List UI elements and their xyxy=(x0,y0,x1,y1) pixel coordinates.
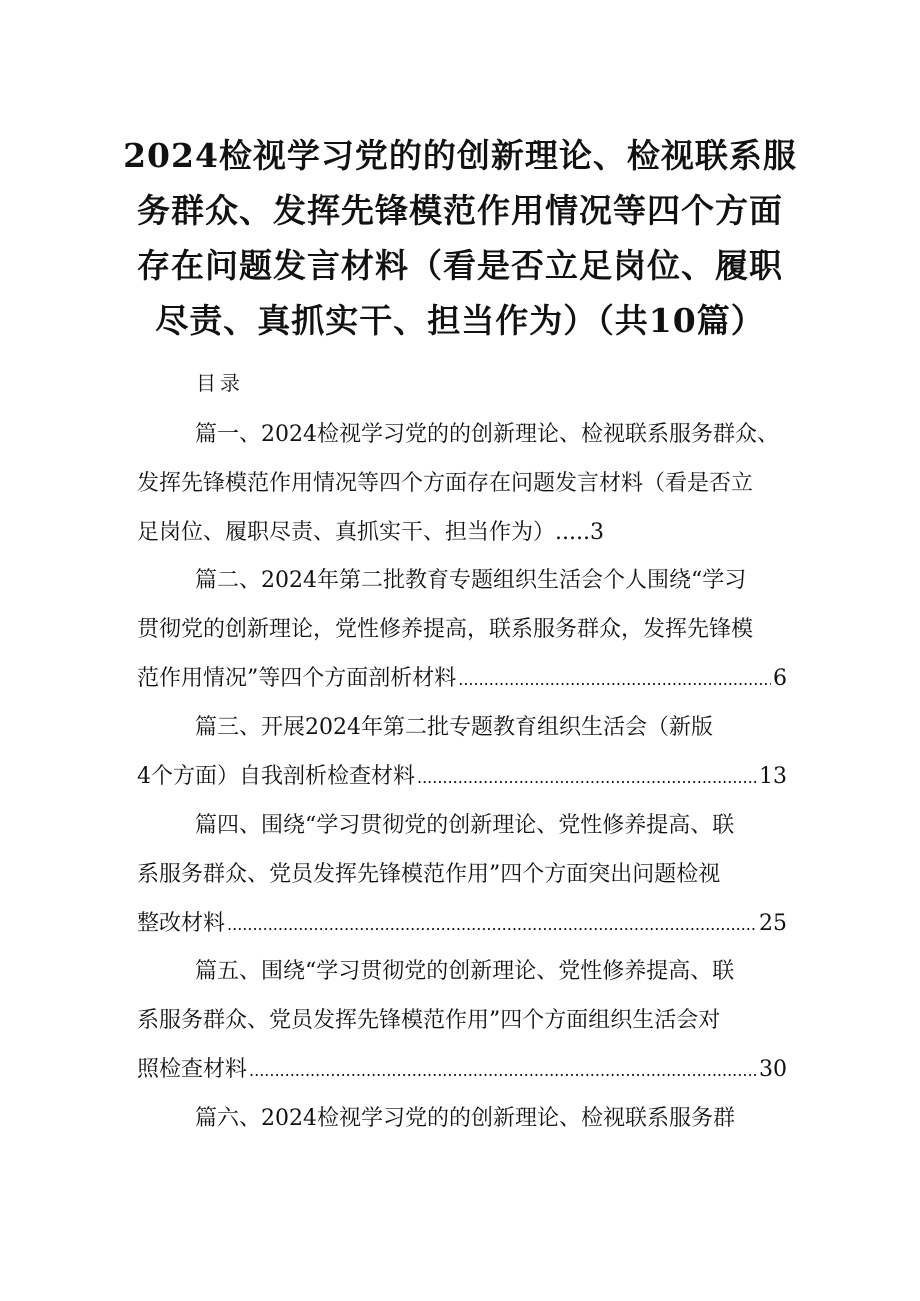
toc-entry-last-line xyxy=(137,899,787,949)
dot-leader xyxy=(249,1046,757,1095)
toc-entry-line: 系服务群众、党员发挥先锋模范作用”四个方面突出问题检视 xyxy=(137,862,721,887)
toc-entry-line: 篇三、开展2024年第二批专题教育组织生活会（新版 xyxy=(195,715,713,740)
toc-entry-6[interactable] xyxy=(137,1094,787,1143)
toc-entry-line: 篇一、2024检视学习党的的创新理论、检视联系服务群众、 xyxy=(195,422,779,447)
toc-entry-line: 照检查材料 xyxy=(137,1057,248,1082)
toc-entry-line: 篇二、2024年第二批教育专题组织生活会个人围绕“学习 xyxy=(195,568,747,593)
toc-entry-4[interactable] xyxy=(137,801,787,949)
dot-leader xyxy=(458,655,771,704)
toc-entry-line: 整改材料 xyxy=(137,911,226,936)
toc-entry-line: 篇六、2024检视学习党的的创新理论、检视联系服务群 xyxy=(195,1106,735,1131)
toc-page-number: 25 xyxy=(759,911,787,936)
toc-entry-line: 4个方面）自我剖析检查材料 xyxy=(137,764,415,789)
toc-entry-3[interactable] xyxy=(137,703,787,802)
toc-page-number: 13 xyxy=(759,764,787,789)
toc-entry-line: 发挥先锋模范作用情况等四个方面存在问题发言材料（看是否立 xyxy=(137,471,754,496)
toc-entry-5[interactable] xyxy=(137,947,787,1095)
title-line: 存在问题发言材料（看是否立足岗位、履职 xyxy=(137,246,783,285)
toc-entry-line: 范作用情况”等四个方面剖析材料 xyxy=(137,666,457,691)
toc-entry-line: 篇四、围绕“学习贯彻党的创新理论、党性修养提高、联 xyxy=(195,813,735,838)
toc-entry-last-line xyxy=(137,1045,787,1095)
dot-leader xyxy=(417,753,757,802)
dot-leader xyxy=(227,900,757,949)
toc-entry-2[interactable] xyxy=(137,556,787,704)
toc-entry-line: 足岗位、履职尽责、真抓实干、担当作为）.....3 xyxy=(137,520,604,545)
toc-heading: 目录 xyxy=(196,371,244,395)
toc-page-number: 30 xyxy=(759,1057,787,1082)
title-line: 2024检视学习党的的创新理论、检视联系服 xyxy=(123,136,797,175)
title-line: 尽责、真抓实干、担当作为）（共10篇） xyxy=(155,301,765,340)
toc-page-number: 6 xyxy=(773,666,787,691)
toc-entry-line: 贯彻党的创新理论，党性修养提高，联系服务群众，发挥先锋模 xyxy=(137,617,754,642)
toc-entry-last-line xyxy=(137,654,787,704)
document-title xyxy=(100,128,820,348)
title-line: 务群众、发挥先锋模范作用情况等四个方面 xyxy=(137,191,783,230)
toc-entry-last-line xyxy=(137,752,787,802)
toc-entry-1[interactable] xyxy=(137,410,787,557)
toc-entry-line: 系服务群众、党员发挥先锋模范作用”四个方面组织生活会对 xyxy=(137,1008,721,1033)
toc-entry-line: 篇五、围绕“学习贯彻党的创新理论、党性修养提高、联 xyxy=(195,959,735,984)
